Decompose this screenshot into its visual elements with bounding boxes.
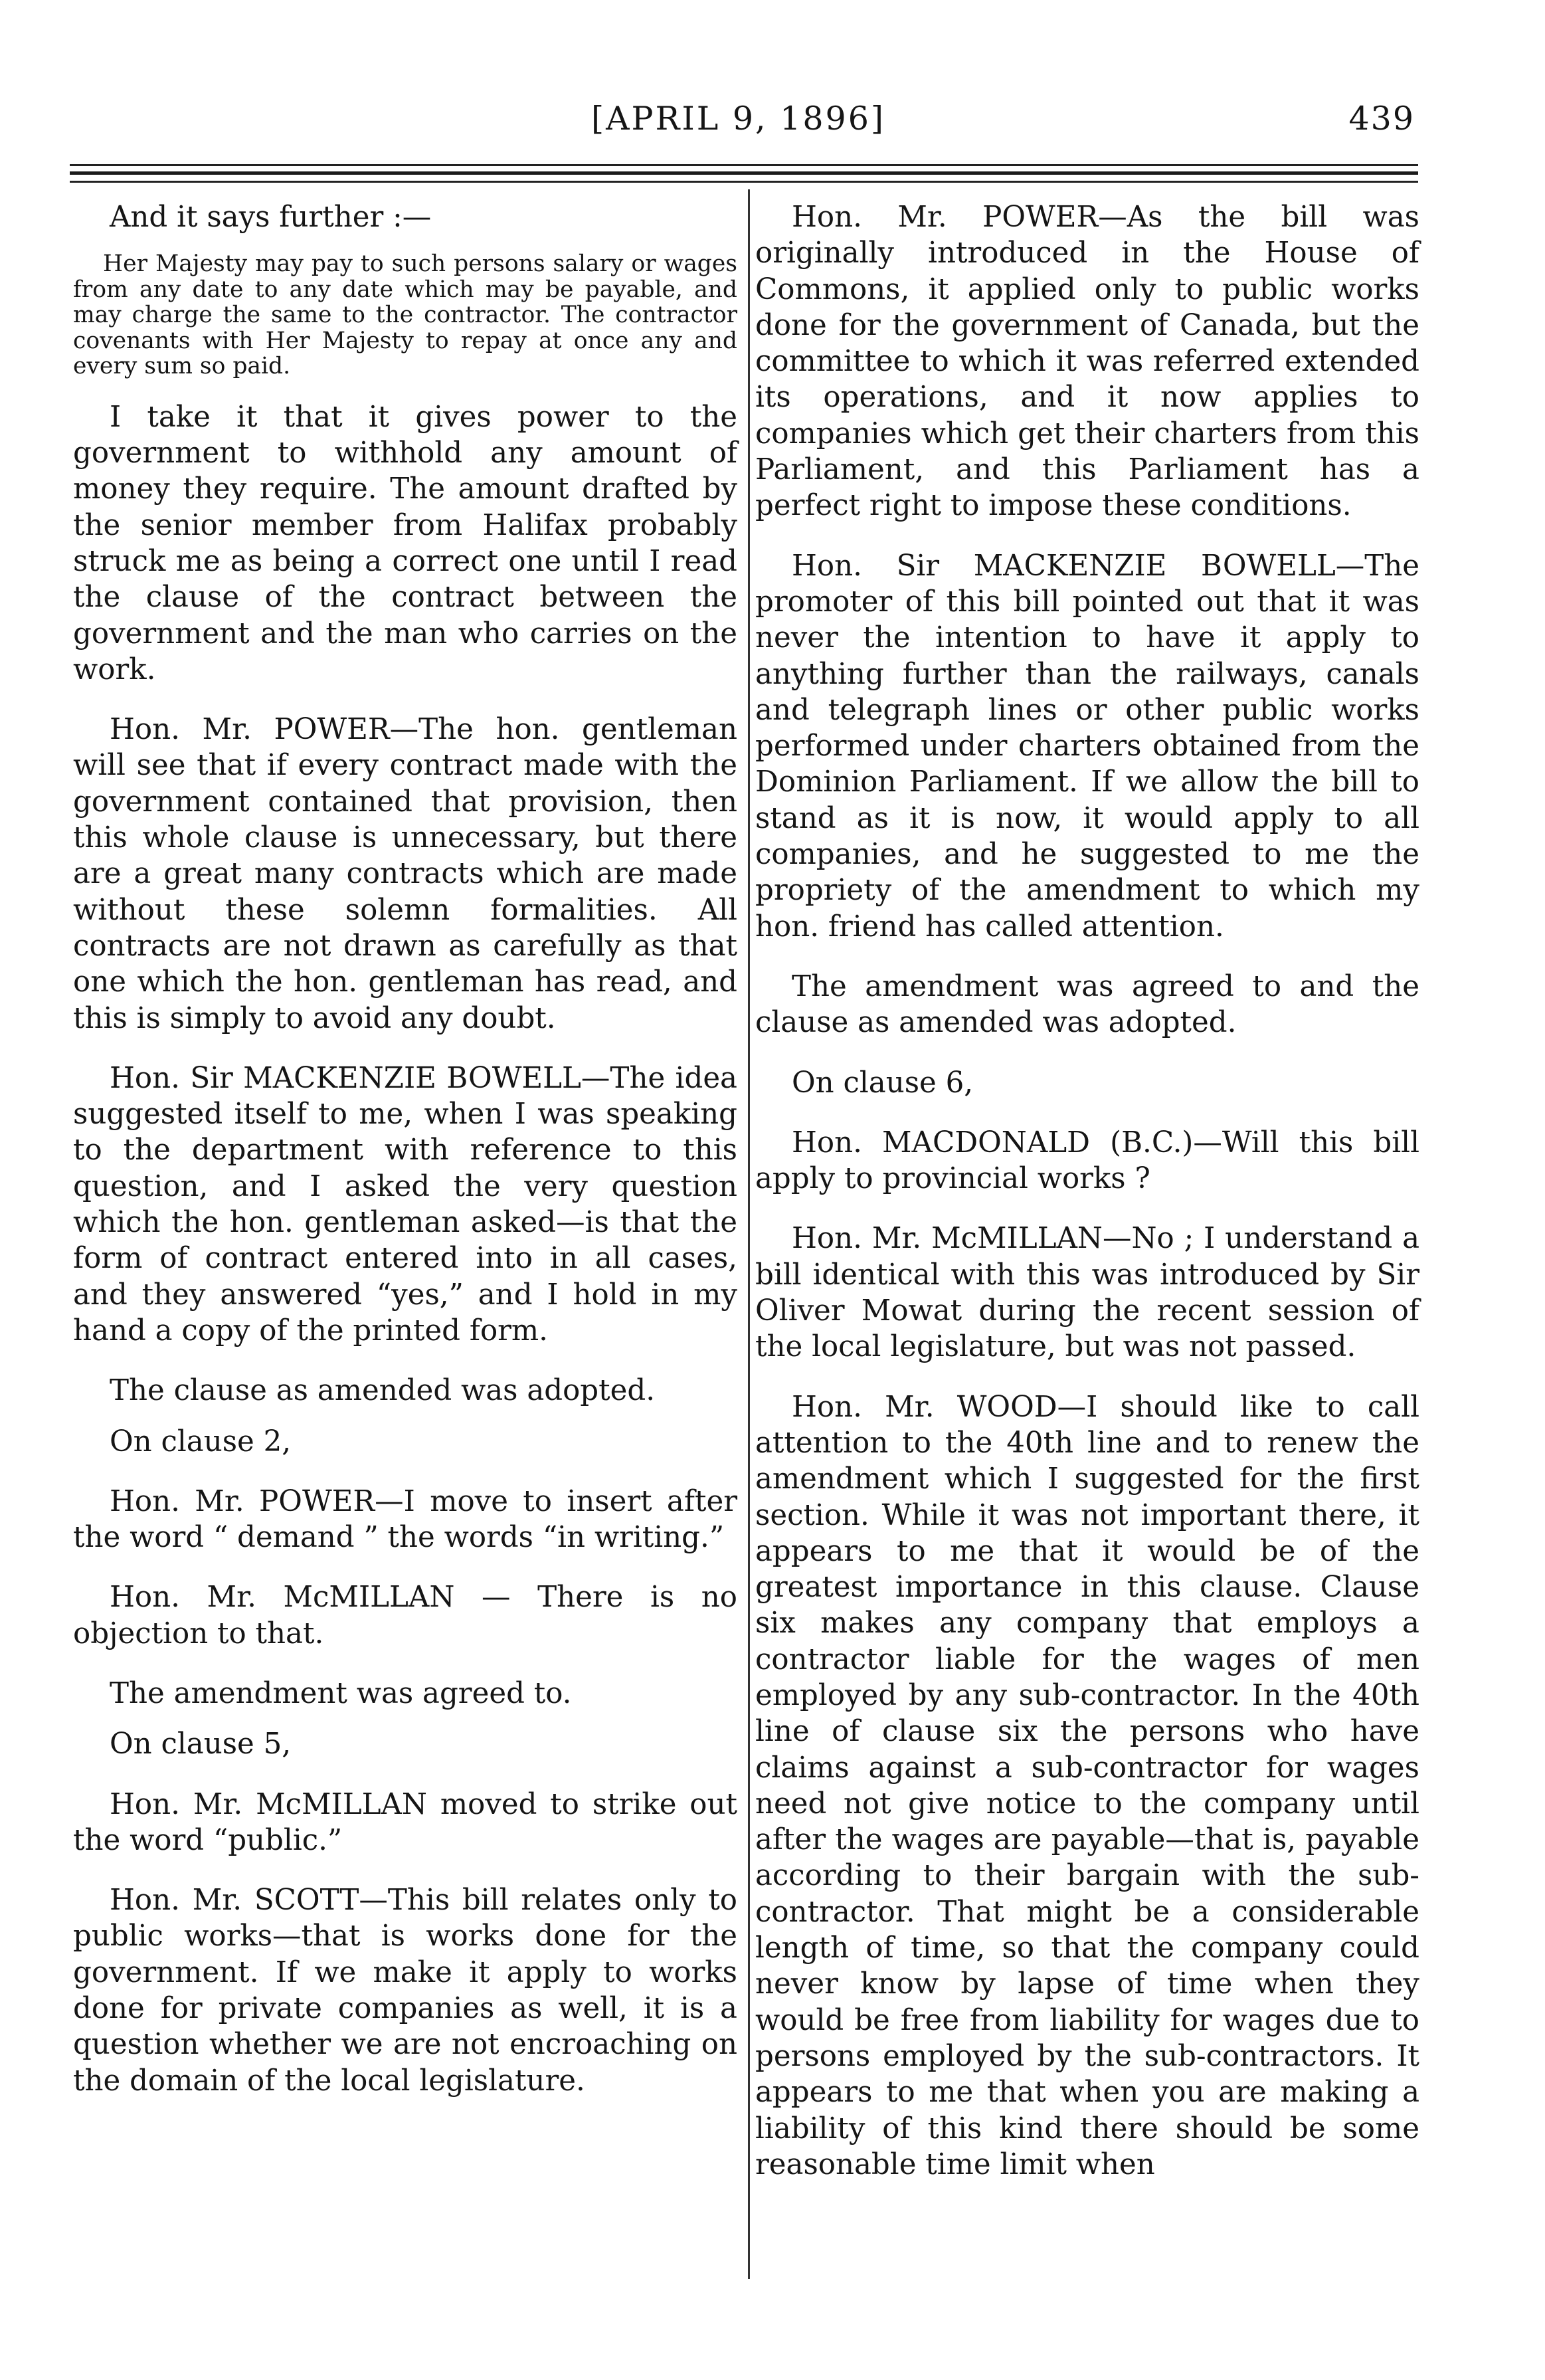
speech-power: Hon. Mr. POWER—I move to insert after the word “ demand ” the words “in writing.” [73,1484,737,1555]
speech-mcmillan: Hon. Mr. McMILLAN—No ; I understand a bill identical with this was introduced by Sir Oliver Mowat during the recent session of the local legislature, but was not passed. [755,1222,1419,1364]
speech-bowell: Hon. Sir MACKENZIE BOWELL—The idea suggested itself to me, when I was speaking to the department with reference to this question, and I asked the very question which the hon. gentleman asked—is that the form of contract entered into in all cases, and they answered “yes,” and I hold in my hand a copy of the printed form. [73,1061,737,1347]
header-rule-lower [70,181,1418,183]
clause-heading: On clause 6, [792,1066,974,1100]
paragraph: I take it that it gives power to the government to withhold any amount of money they require. The amount drafted by the senior member from Halifax probably struck me as being a correct one until I read the clause of the contract between the government and the man who carries on the work. [73,400,737,686]
header-rule-thin [70,164,1418,166]
quoted-passage: Her Majesty may pay to such persons salary or wages from any date to any date which may be payable, and may charge the same to the contractor. The contractor covenants with Her Majesty to repay at once any and every sum so paid. [73,250,737,380]
speech-mcmillan: Hon. Mr. McMILLAN — There is no objection to that. [73,1581,737,1650]
header-date: [APRIL 9, 1896] [591,100,885,138]
speech-wood: Hon. Mr. WOOD—I should like to call attention to the 40th line and to renew the amendment which I suggested for the first section. While it was not important there, it appears to me that it would be of the greatest importance in this clause. Clause six makes any company that employs a contractor liable for the wages of men employed by any sub-contractor. In the 40th line of clause six the persons who have claims against a sub-contractor for wages need not give notice to the company until after the wages are payable—that is, payable according to their bargain with the sub-contractor. That might be a considerable length of time, so that the company could never know by lapse of time when they would be free from liability for wages due to persons employed by the sub-contractors. It appears to me that when you are making a liability of this kind there should be some reasonable time limit when [755,1390,1419,2181]
page-header [73,100,1415,153]
left-column [73,199,737,2123]
speech-mcmillan: Hon. Mr. McMILLAN moved to strike out the word “public.” [73,1787,737,1857]
paragraph: And it says further :— [110,201,432,234]
proceeding-note: The amendment was agreed to and the clause as amended was adopted. [755,969,1419,1040]
right-column [755,199,1419,2207]
speech-power: Hon. Mr. POWER—The hon. gentleman will see that if every contract made with the government contained that provision, then this whole clause is unnecessary, but there are a great many contracts which are made without these solemn formalities. All contracts are not drawn as carefully as that one which the hon. gentleman has read, and this is simply to avoid any doubt. [73,713,737,1035]
speech-macdonald: Hon. MACDONALD (B.C.)—Will this bill apply to provincial works ? [755,1126,1419,1196]
speech-power: Hon. Mr. POWER—As the bill was originally introduced in the House of Commons, it applied only to public works done for the government of Canada, but the committee to which it was referred extended its operations, and it now applies to companies which get their charters from this Parliament, and this Parliament has a perfect right to impose these conditions. [755,201,1419,523]
header-rule-thick [70,171,1418,175]
clause-heading: On clause 5, [110,1728,292,1761]
column-divider [748,189,750,2279]
proceeding-note: The clause as amended was adopted. [110,1374,656,1408]
speech-scott: Hon. Mr. SCOTT—This bill relates only to public works—that is works done for the government. If we make it apply to works done for private companies as well, it is a question whether we are not encroaching on the domain of the local legislature. [73,1884,737,2098]
clause-heading: On clause 2, [110,1425,292,1458]
proceeding-note: The amendment was agreed to. [110,1677,572,1710]
speech-bowell: Hon. Sir MACKENZIE BOWELL—The promoter of this bill pointed out that it was never the intention to have it apply to anything further than the railways, canals and telegraph lines or other public works performed under charters obtained from the Dominion Parliament. If we allow the bill to stand as it is now, it would apply to all companies, and he suggested to me the propriety of the amendment to which my hon. friend has called attention. [755,549,1419,943]
page-number: 439 [1348,100,1415,138]
